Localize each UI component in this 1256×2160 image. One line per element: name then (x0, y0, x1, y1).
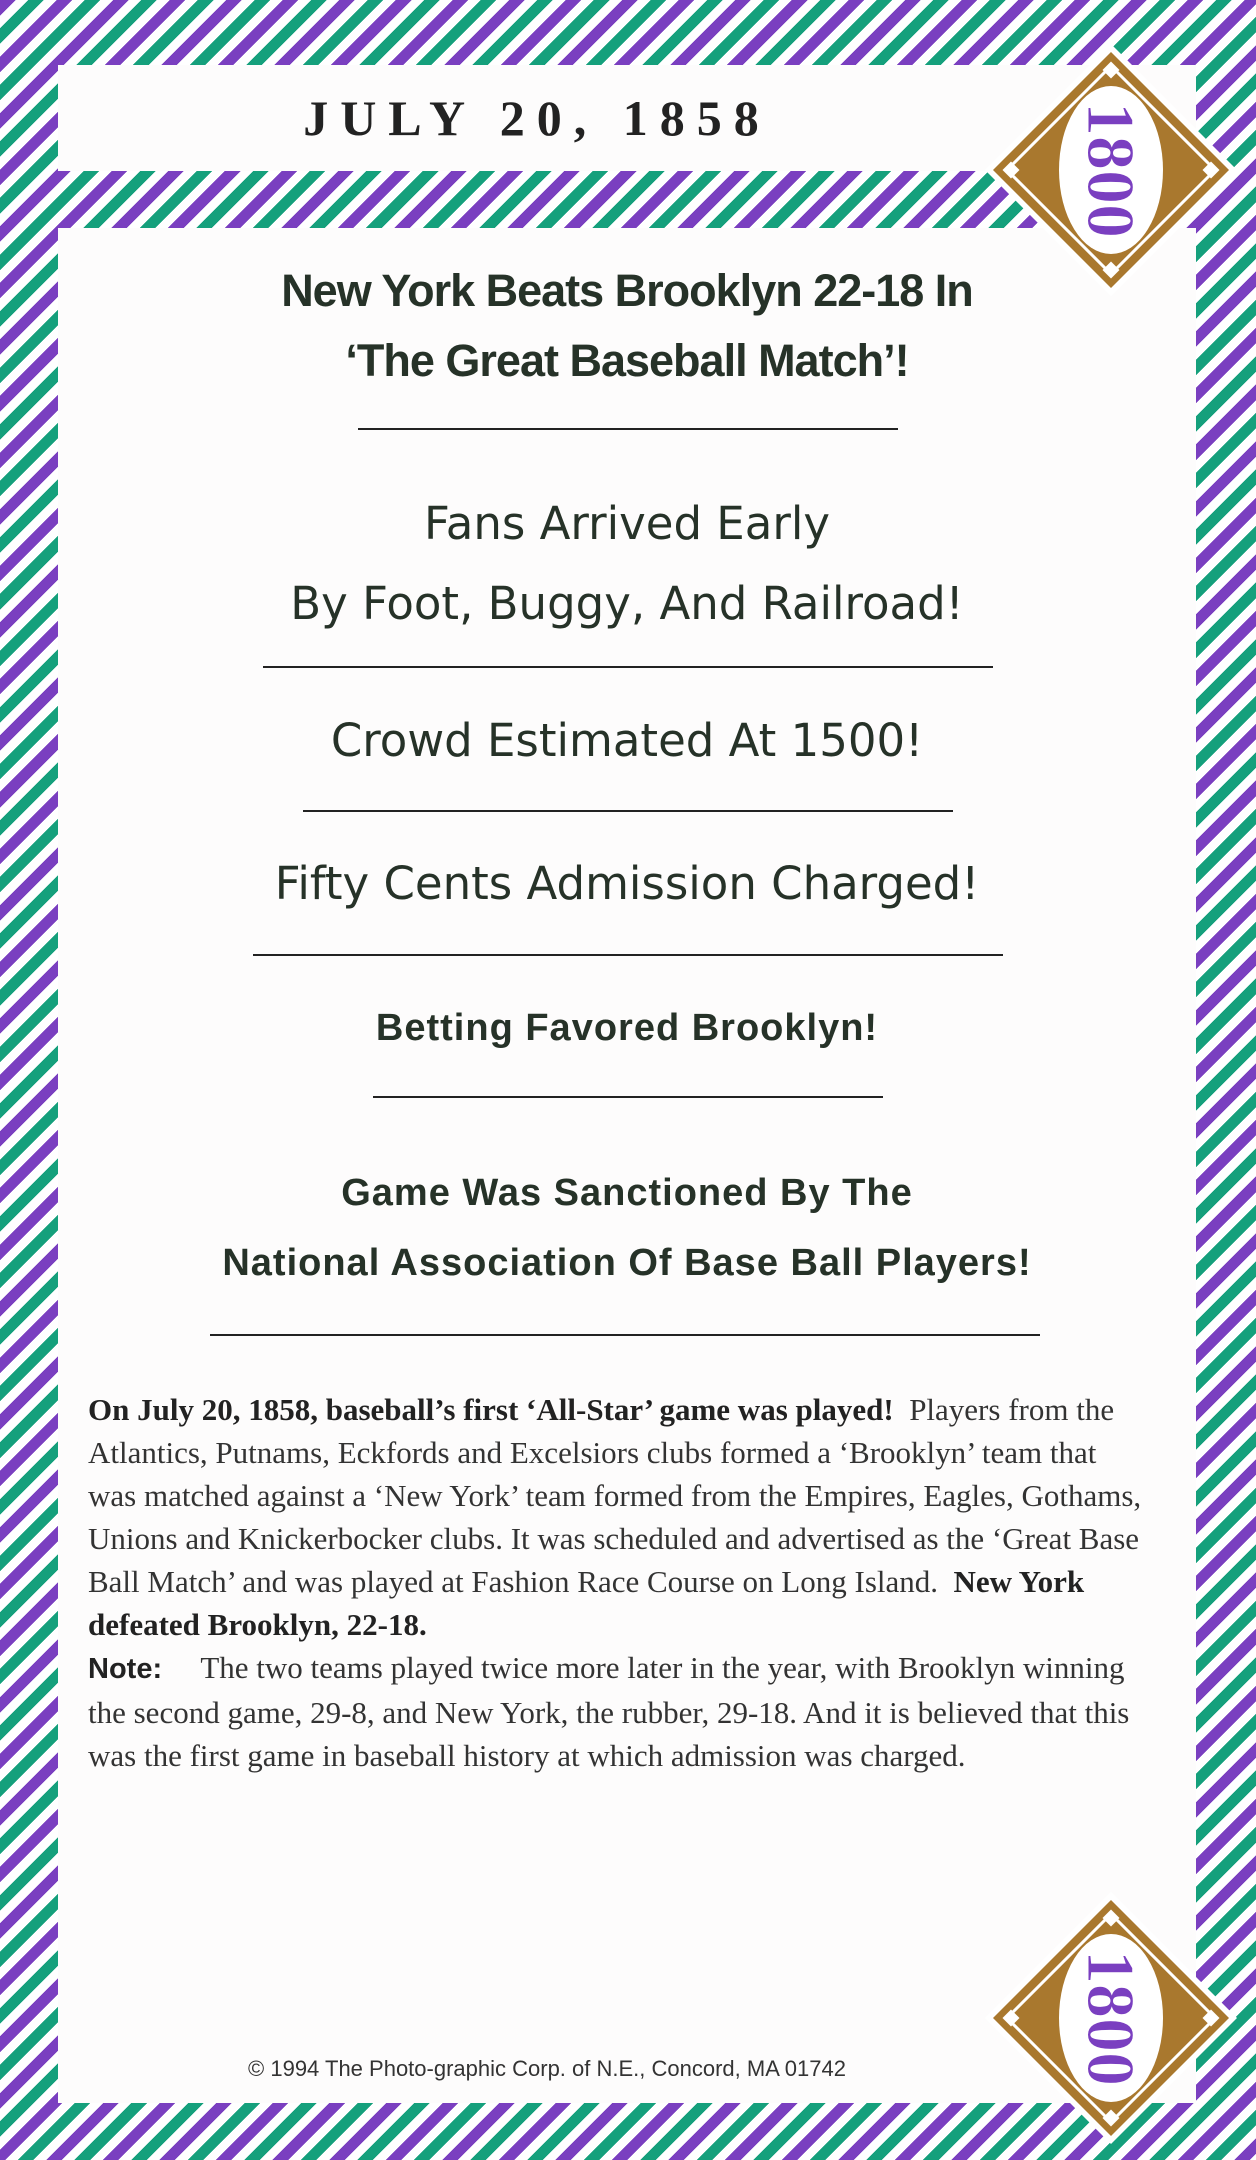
divider (253, 954, 1003, 956)
subhead-sanction-line-2: National Association Of Base Ball Players! (222, 1242, 1032, 1284)
content-panel (58, 228, 1196, 2103)
divider (358, 428, 898, 430)
subhead-crowd: Crowd Estimated At 1500! (330, 714, 924, 767)
subhead-admission: Fifty Cents Admission Charged! (274, 857, 980, 910)
subhead-sanction-line-1: Game Was Sanctioned By The (341, 1172, 913, 1214)
headline-line-1: New York Beats Brooklyn 22-18 In (281, 265, 973, 316)
subhead-fans-line-2: By Foot, Buggy, And Railroad! (290, 577, 964, 630)
result-sentence: New York defeated Brooklyn, 22-18. (88, 1564, 1085, 1642)
subhead-fans (58, 484, 1196, 644)
subhead-sanction (58, 1158, 1196, 1298)
diamond-1800-logo (981, 40, 1241, 300)
headline-line-2: ‘The Great Baseball Match’! (345, 335, 909, 386)
note-label: Note: (88, 1653, 163, 1685)
diamond-1800-logo (981, 1888, 1241, 2148)
divider (373, 1096, 883, 1098)
copyright-notice: © 1994 The Photo-graphic Corp. of N.E., Concord, MA 01742 (248, 2056, 846, 2081)
date-title: JULY 20, 1858 (303, 90, 771, 146)
divider (303, 810, 953, 812)
logo-text: 1800 (1073, 1950, 1149, 2086)
article-body (88, 1388, 1148, 1777)
logo-text: 1800 (1073, 102, 1149, 238)
subhead-betting: Betting Favored Brooklyn! (375, 1007, 879, 1049)
lead-sentence: On July 20, 1858, baseball’s first ‘All-Star’ game was played! (88, 1392, 894, 1427)
divider (210, 1334, 1040, 1336)
note-text: The two teams played twice more later in the year, with Brooklyn winning the second game, 29-8, and New York, the rubber, 29-18. And it is believed that this was the first game in baseball history at which admission was charged. (88, 1650, 1130, 1773)
body-paragraph: Players from the Atlantics, Putnams, Eckfords and Excelsiors clubs formed a ‘Brooklyn’ team that was matched against a ‘New York’ team formed from the Empires, Eagles, Gothams, Unions and Knickerbocker clubs. It was scheduled and advertised as the ‘Great Base Ball Match’ and was played at Fashion Race Course on Long Island. (88, 1392, 1142, 1599)
subhead-fans-line-1: Fans Arrived Early (424, 497, 830, 550)
divider (263, 666, 993, 668)
